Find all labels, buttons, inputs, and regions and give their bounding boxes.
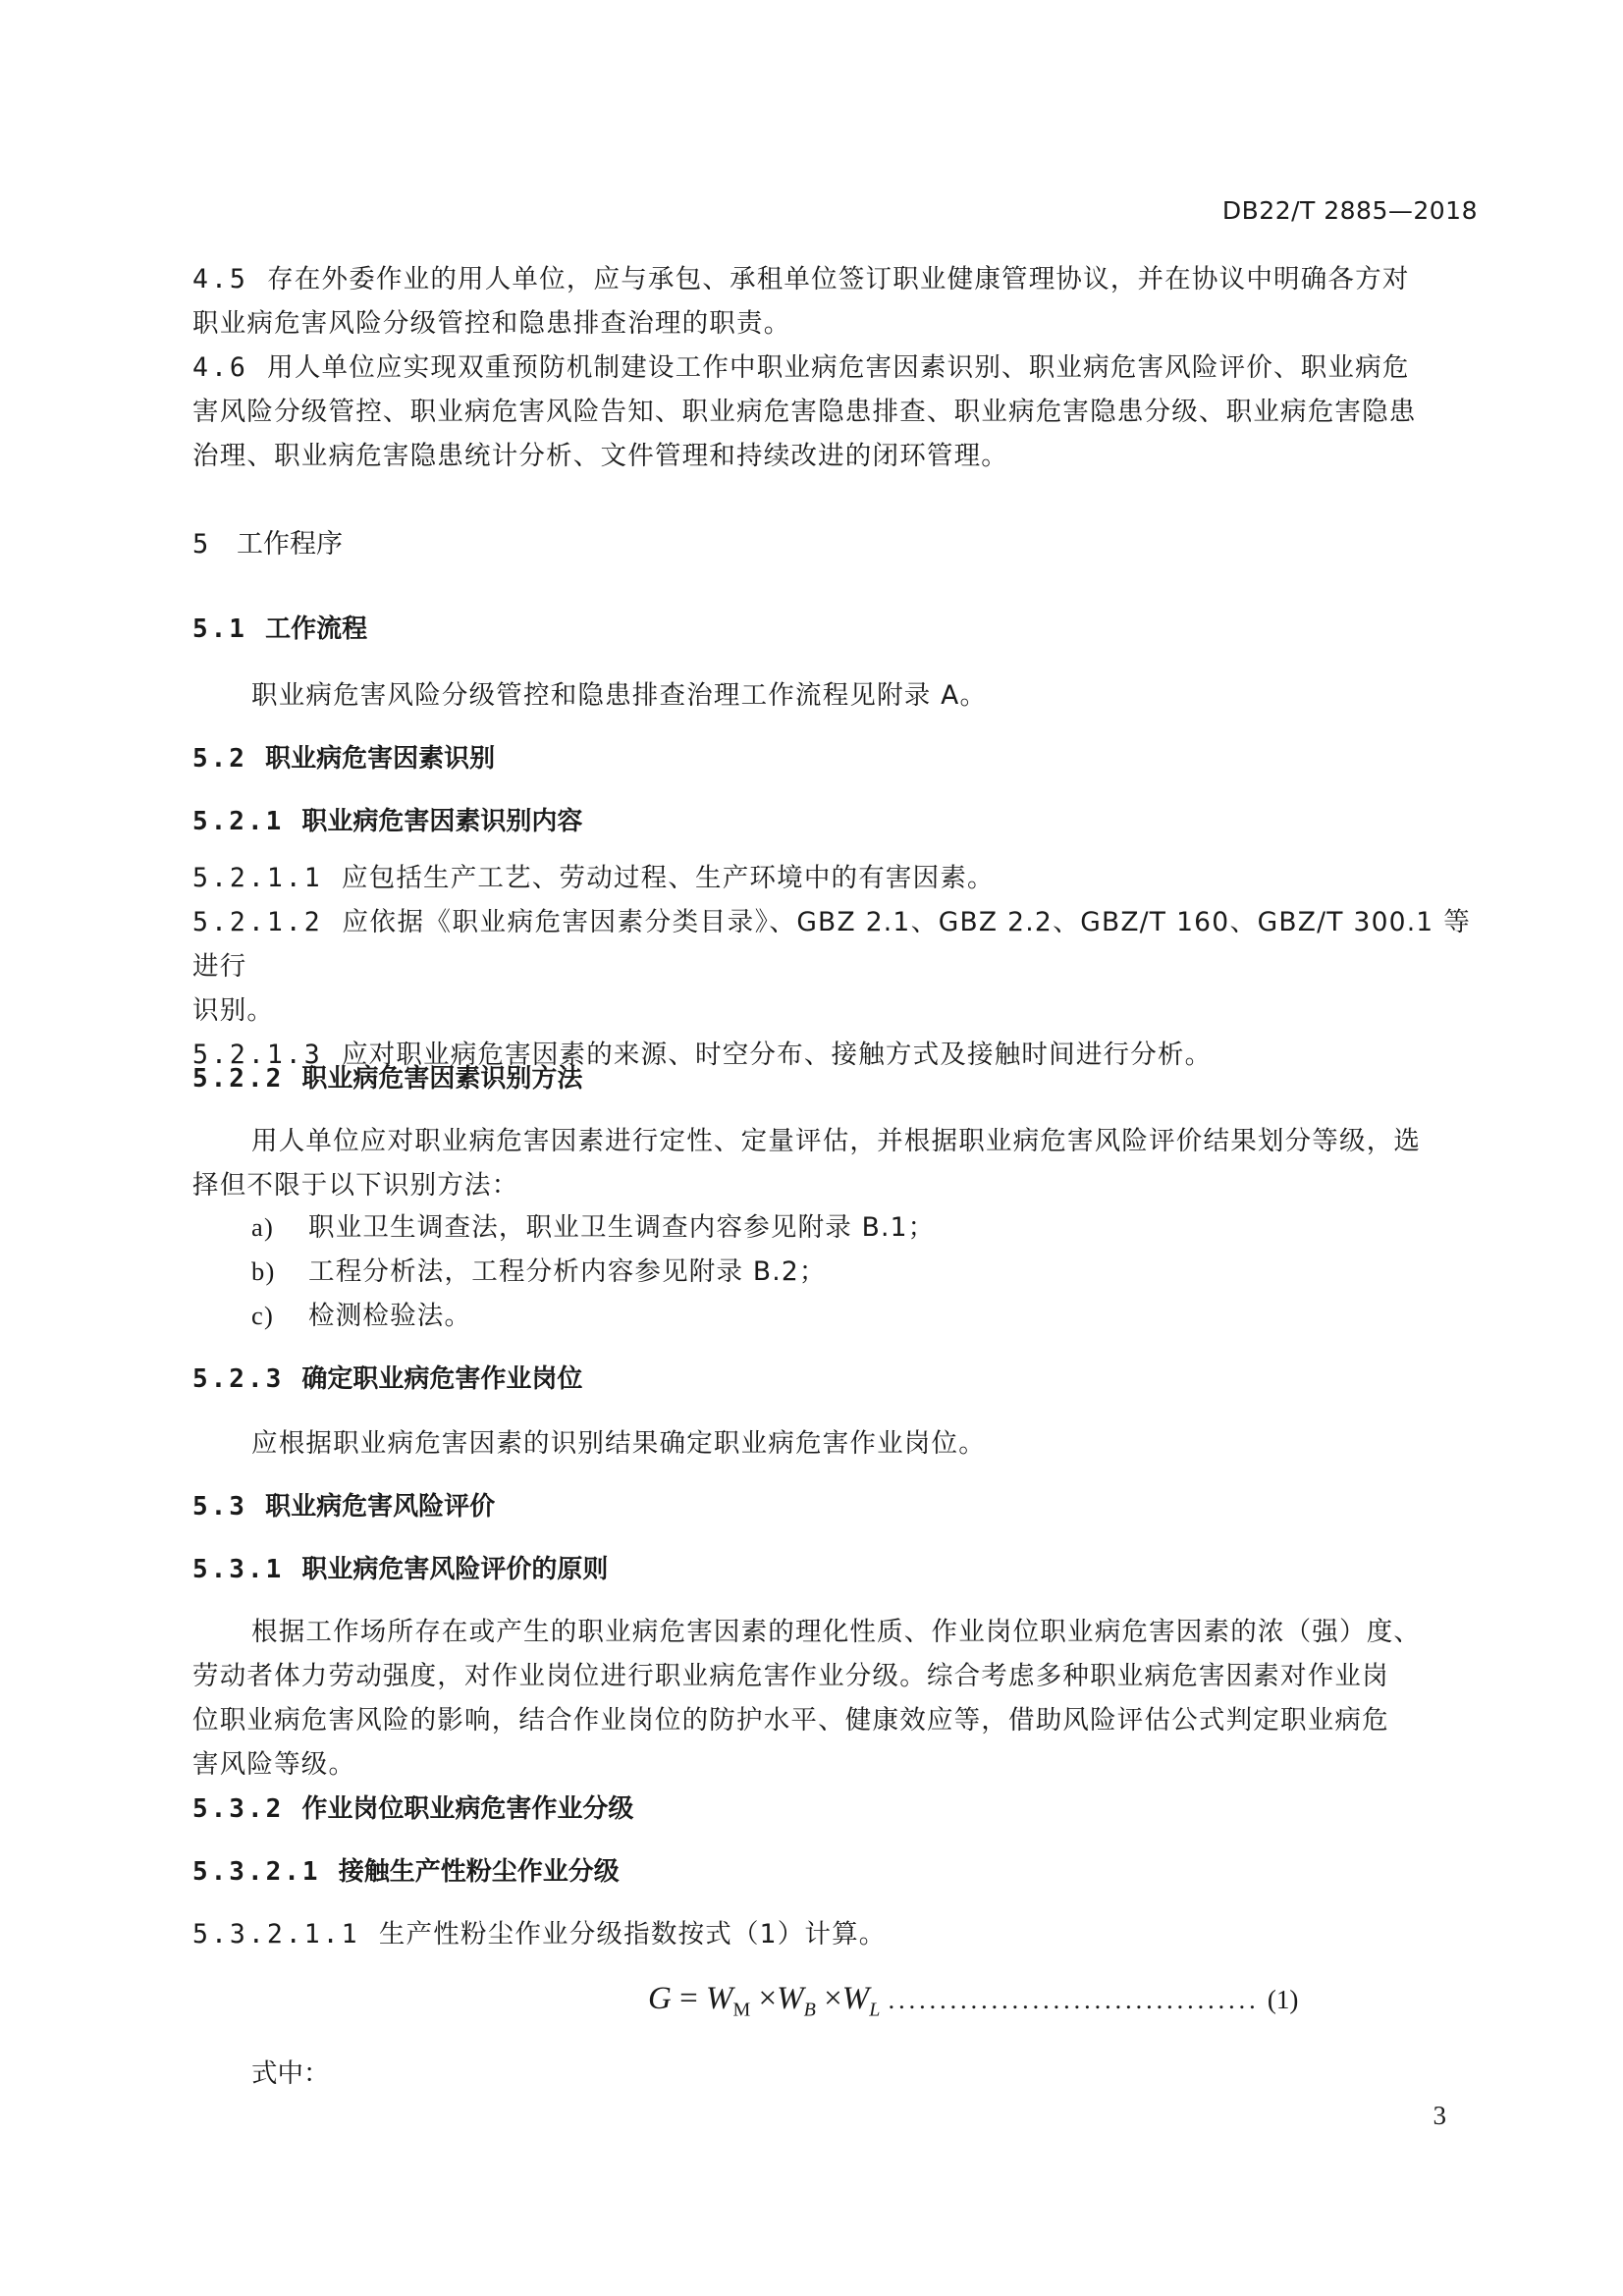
heading-number: 5.2 <box>192 744 247 774</box>
heading-number: 5.2.1 <box>192 807 285 836</box>
formula-subscript: M <box>732 1999 751 2021</box>
clause-text: 应依据《职业病危害因素分类目录》、GBZ 2.1、GBZ 2.2、GBZ/T 160、GBZ/T 300.1 等进行 <box>192 907 1471 982</box>
formula-operator: × <box>758 1981 778 2016</box>
list-label: c) <box>251 1301 274 1330</box>
heading-number: 5.2.3 <box>192 1364 285 1394</box>
list-item <box>251 1294 935 1338</box>
heading-title: 确定职业病危害作业岗位 <box>301 1364 583 1394</box>
section-heading-5-1 <box>192 609 367 645</box>
list-item <box>251 1205 935 1250</box>
heading-title: 职业病危害因素识别方法 <box>301 1064 583 1094</box>
heading-title: 工作流程 <box>265 614 368 644</box>
heading-number: 5.3.1 <box>192 1555 285 1584</box>
clause-number: 5.2.1.3 <box>192 1040 323 1070</box>
paragraph-text: 劳动者体力劳动强度，对作业岗位进行职业病危害作业分级。综合考虑多种职业病危害因素对作业岗 <box>192 1661 1389 1691</box>
clause-text: 职业病危害风险分级管控和隐患排查治理的职责。 <box>192 308 791 339</box>
section-heading-5-2-1 <box>192 801 582 837</box>
heading-number: 5.3 <box>192 1492 247 1522</box>
method-list <box>251 1205 935 1338</box>
clause-number: 4.6 <box>192 352 248 383</box>
where-label: 式中： <box>251 2058 330 2089</box>
formula-symbol: G <box>648 1981 672 2016</box>
formula-symbol: W <box>841 1981 870 2016</box>
list-text: 检测检验法。 <box>308 1301 472 1331</box>
section-heading-5-3-2-1 <box>192 1851 620 1888</box>
list-label: a) <box>251 1212 274 1242</box>
formula-leader-dots: .................................... <box>888 1986 1260 2014</box>
heading-title: 职业病危害风险评价 <box>265 1492 496 1522</box>
section-heading-5-3 <box>192 1486 495 1522</box>
formula-operator: = <box>679 1981 698 2016</box>
paragraph-text: 用人单位应对职业病危害因素进行定性、定量评估，并根据职业病危害风险评价结果划分等级，选 <box>251 1126 1422 1156</box>
section-heading-5 <box>192 522 343 561</box>
heading-title: 工作程序 <box>237 529 344 560</box>
section-heading-5-3-2 <box>192 1789 633 1825</box>
clause-text: 应包括生产工艺、劳动过程、生产环境中的有害因素。 <box>341 863 995 893</box>
formula-symbol: W <box>705 1981 733 2016</box>
section-heading-5-2-3 <box>192 1359 582 1395</box>
list-text: 职业卫生调查法，职业卫生调查内容参见附录 B.1； <box>308 1212 936 1243</box>
formula-subscript: L <box>869 1999 881 2021</box>
list-item <box>251 1250 935 1294</box>
clause-text: 治理、职业病危害隐患统计分析、文件管理和持续改进的闭环管理。 <box>192 441 1008 471</box>
paragraph-text: 位职业病危害风险的影响，结合作业岗位的防护水平、健康效应等，借助风险评估公式判定职业病危 <box>192 1705 1389 1735</box>
clause-text: 用人单位应实现双重预防机制建设工作中职业病危害因素识别、职业病危害风险评价、职业病危 <box>267 352 1410 383</box>
section-heading-5-2-2 <box>192 1058 582 1095</box>
formula-1 <box>648 1981 1298 2022</box>
paragraph-5-2-3: 应根据职业病危害因素的识别结果确定职业病危害作业岗位。 <box>251 1428 986 1459</box>
heading-number: 5.3.2.1 <box>192 1857 321 1887</box>
clause-5-3-2-1-1 <box>192 1912 887 1950</box>
heading-title: 职业病危害风险评价的原则 <box>301 1555 609 1584</box>
heading-title: 职业病危害因素识别 <box>265 744 496 774</box>
formula-operator: × <box>824 1981 842 2016</box>
heading-number: 5.1 <box>192 614 247 644</box>
document-code: DB22/T 2885—2018 <box>1221 196 1478 225</box>
heading-title: 作业岗位职业病危害作业分级 <box>301 1794 634 1824</box>
clause-text: 存在外委作业的用人单位，应与承包、承租单位签订职业健康管理协议，并在协议中明确各方对 <box>267 264 1410 294</box>
paragraph-5-2-2 <box>192 1119 1471 1207</box>
heading-number: 5.2.2 <box>192 1064 285 1094</box>
clause-4-5 <box>192 257 1471 346</box>
list-label: b) <box>251 1256 276 1286</box>
heading-number: 5.3.2 <box>192 1794 285 1824</box>
list-text: 工程分析法，工程分析内容参见附录 B.2； <box>308 1256 827 1287</box>
formula-subscript: B <box>803 1999 816 2021</box>
formula-number: (1) <box>1267 1985 1299 2014</box>
clause-5-2-1 <box>192 856 1471 1077</box>
page-number: 3 <box>1433 2101 1446 2130</box>
paragraph-5-1: 职业病危害风险分级管控和隐患排查治理工作流程见附录 A。 <box>251 680 988 711</box>
clause-number: 5.2.1.1 <box>192 863 323 893</box>
section-heading-5-2 <box>192 738 495 774</box>
clause-number: 4.5 <box>192 264 248 294</box>
paragraph-text: 害风险等级。 <box>192 1749 356 1780</box>
clause-text: 应对职业病危害因素的来源、时空分布、接触方式及接触时间进行分析。 <box>341 1040 1213 1070</box>
paragraph-text: 择但不限于以下识别方法： <box>192 1170 519 1201</box>
section-heading-5-3-1 <box>192 1549 608 1585</box>
paragraph-5-3-1 <box>192 1610 1471 1787</box>
clause-text: 识别。 <box>192 995 275 1026</box>
clause-number: 5.2.1.2 <box>192 907 323 937</box>
clause-4-6 <box>192 346 1471 478</box>
paragraph-text: 根据工作场所存在或产生的职业病危害因素的理化性质、作业岗位职业病危害因素的浓（强）度、 <box>251 1617 1422 1647</box>
clause-text: 生产性粉尘作业分级指数按式（1）计算。 <box>378 1919 887 1949</box>
heading-number: 5 <box>192 529 212 560</box>
clause-text: 害风险分级管控、职业病危害风险告知、职业病危害隐患排查、职业病危害隐患分级、职业病危害隐患 <box>192 397 1417 427</box>
heading-title: 职业病危害因素识别内容 <box>301 807 583 836</box>
formula-symbol: W <box>777 1981 804 2016</box>
heading-title: 接触生产性粉尘作业分级 <box>338 1857 620 1887</box>
clause-number: 5.3.2.1.1 <box>192 1919 360 1949</box>
